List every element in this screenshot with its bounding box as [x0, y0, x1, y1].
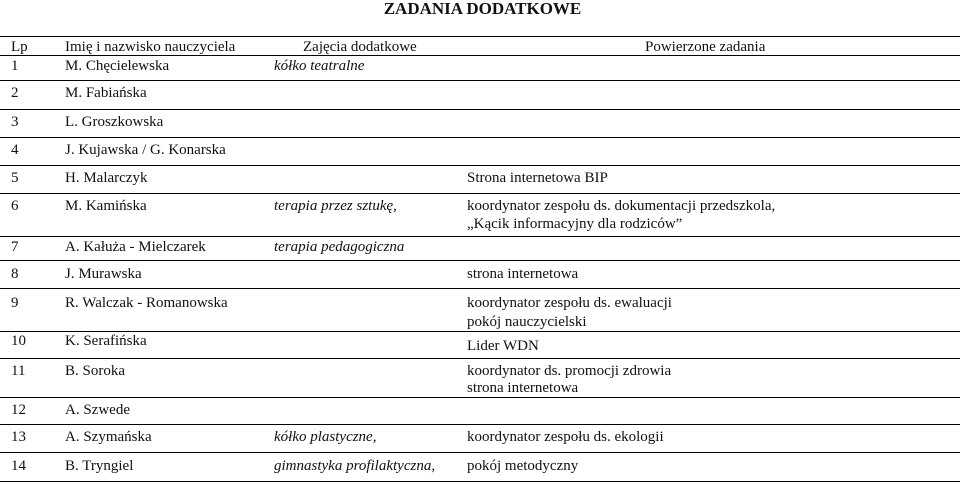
row-task: Strona internetowa BIP — [467, 170, 608, 186]
row-task: Lider WDN — [467, 338, 539, 354]
row-teacher: R. Walczak - Romanowska — [65, 295, 228, 311]
row-teacher: M. Fabiańska — [65, 85, 147, 101]
row-teacher: A. Kałuża - Mielczarek — [65, 239, 206, 255]
row-divider — [0, 80, 960, 81]
row-divider — [0, 358, 960, 359]
row-lp: 6 — [11, 198, 19, 214]
row-lp: 3 — [11, 114, 19, 130]
row-teacher: K. Serafińska — [65, 333, 147, 349]
row-lp: 1 — [11, 58, 19, 74]
row-divider — [0, 424, 960, 425]
row-divider — [0, 109, 960, 110]
header-tasks: Powierzone zadania — [645, 39, 766, 55]
row-task: pokój nauczycielski — [467, 314, 587, 330]
row-lp: 2 — [11, 85, 19, 101]
row-activity: gimnastyka profilaktyczna, — [274, 458, 436, 474]
table-border-top — [0, 36, 960, 37]
row-divider — [0, 193, 960, 194]
row-teacher: M. Chęcielewska — [65, 58, 170, 74]
row-lp: 4 — [11, 142, 19, 158]
row-teacher: J. Kujawska / G. Konarska — [65, 142, 226, 158]
row-divider — [0, 260, 960, 261]
row-divider — [0, 236, 960, 237]
row-activity: kółko plastyczne, — [274, 429, 377, 445]
row-divider — [0, 452, 960, 453]
row-task: koordynator zespołu ds. ewaluacji — [467, 295, 672, 311]
row-teacher: B. Soroka — [65, 363, 125, 379]
row-activity: kółko teatralne — [274, 58, 365, 74]
row-teacher: J. Murawska — [65, 266, 142, 282]
header-lp: Lp — [11, 39, 28, 55]
row-divider — [0, 165, 960, 166]
row-divider — [0, 397, 960, 398]
row-teacher: B. Tryngiel — [65, 458, 134, 474]
row-task: koordynator zespołu ds. ekologii — [467, 429, 664, 445]
header-activities: Zajęcia dodatkowe — [303, 39, 417, 55]
row-lp: 10 — [11, 333, 26, 349]
row-activity: terapia pedagogiczna — [274, 239, 405, 255]
row-lp: 5 — [11, 170, 19, 186]
row-teacher: L. Groszkowska — [65, 114, 164, 130]
header-teacher: Imię i nazwisko nauczyciela — [65, 39, 236, 55]
row-teacher: M. Kamińska — [65, 198, 147, 214]
page-title: ZADANIA DODATKOWE — [383, 0, 582, 18]
row-lp: 11 — [11, 363, 26, 379]
row-task: strona internetowa — [467, 266, 579, 282]
row-teacher: H. Malarczyk — [65, 170, 148, 186]
row-lp: 7 — [11, 239, 19, 255]
row-activity: terapia przez sztukę, — [274, 198, 397, 214]
row-task: „Kącik informacyjny dla rodziców” — [467, 216, 683, 232]
row-lp: 14 — [11, 458, 26, 474]
row-divider — [0, 137, 960, 138]
table-border-bottom — [0, 481, 960, 482]
row-lp: 8 — [11, 266, 19, 282]
row-divider — [0, 288, 960, 289]
row-lp: 9 — [11, 295, 19, 311]
row-teacher: A. Szwede — [65, 402, 130, 418]
row-task: koordynator ds. promocji zdrowia — [467, 363, 672, 379]
row-lp: 12 — [11, 402, 26, 418]
row-teacher: A. Szymańska — [65, 429, 152, 445]
row-lp: 13 — [11, 429, 26, 445]
row-task: koordynator zespołu ds. dokumentacji przedszkola, — [467, 198, 776, 214]
row-task: strona internetowa — [467, 380, 579, 396]
row-task: pokój metodyczny — [467, 458, 579, 474]
